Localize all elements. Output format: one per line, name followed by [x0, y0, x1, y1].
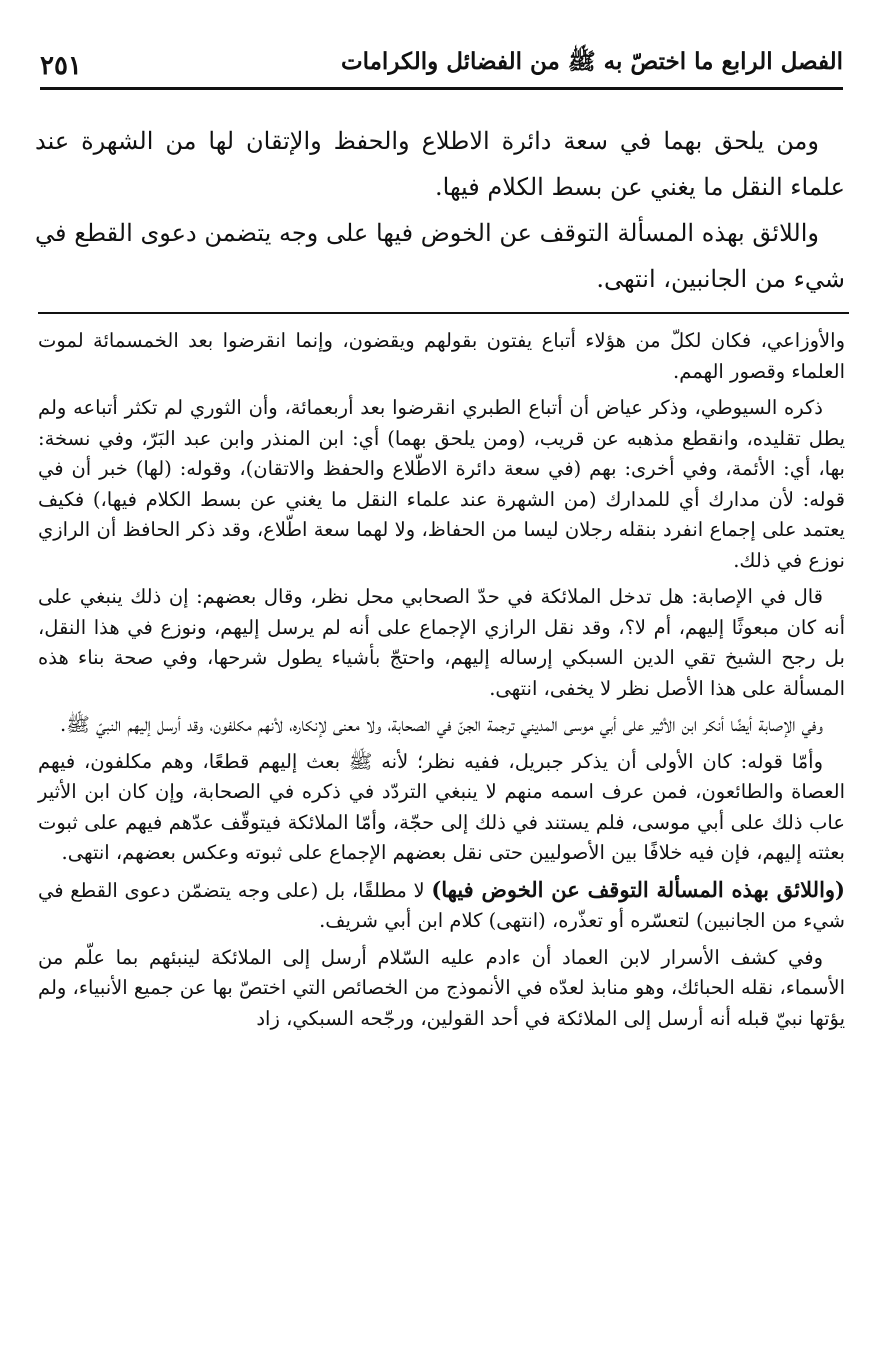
- text-separator-rule: [38, 312, 849, 314]
- main-text: [35, 118, 845, 302]
- page-header: [40, 40, 843, 90]
- commentary-paragraph: ذكره السيوطي، وذكر عياض أن أتباع الطبري انقرضوا بعد أربعمائة، وأن الثوري لم تكثر أتباعه ولم يطل تقليده، وانقطع مذهبه عن قريب، (ومن يلحق بهما) أي: ابن المنذر وابن عبد البَرّ، وفي نسخة: بها، أي: الأئمة، وفي أخرى: بهم (في سعة دائرة الاطّلاع والحفظ والاتقان)، وقوله: (لها) خبر أن في قوله: لأن مدارك أي للمدارك (من الشهرة عند علماء النقل ما يغني عن بسط الكلام فيها،) فكيف يعتمد على إجماع انفرد بنقله رجلان ليسا من الحفاظ، ولا لهما سعة اطّلاع، وقد ذكر الحافظ أن الرازي نوزع في ذلك.: [38, 396, 845, 572]
- main-paragraph: واللائق بهذه المسألة التوقف عن الخوض فيها على وجه يتضمن دعوى القطع في شيء من الجانبين، انتهى.: [35, 219, 845, 293]
- page-number: ٢٥١: [40, 51, 82, 81]
- commentary-paragraph: وأمّا قوله: كان الأولى أن يذكر جبريل، ففيه نظر؛ لأنه ﷺ بعث إليهم قطعًا، وهم مكلفون، فيهم العصاة والطائعون، فمن عرف اسمه منهم لا ينبغي التردّد في ذكره في الصحابة، وإن كان ابن الأثير عاب ذلك على أبي موسى، فلم يستند في ذلك إلى حجّة، وأمّا الملائكة فيتوقّف عدّهم فيهم على ثبوت بعثته إليهم، فإن فيه خلافًا بين الأصوليين حتى نقل بعضهم الإجماع على ثبوته وعكس بعضهم، انتهى.: [38, 749, 845, 864]
- quoted-matn: (واللائق بهذه المسألة التوقف عن الخوض فيها): [431, 876, 845, 902]
- commentary-text: [38, 326, 845, 1040]
- commentary-paragraph: قال في الإصابة: هل تدخل الملائكة في حدّ الصحابي محل نظر، وقال بعضهم: إن ذلك ينبغي على أنه كان مبعوثًا إليهم، أم لا؟، وقد نقل الرازي الإجماع على أنه لم يرسل إليهم، ونوزع في هذا النقل، بل رجح الشيخ تقي الدين السبكي إرساله إليهم، واحتجّ بأشياء يطول شرحها، وفي صحة بناء هذه المسألة على هذا الأصل نظر لا يخفى، انتهى.: [38, 585, 845, 700]
- chapter-title: الفصل الرابع ما اختصّ به ﷺ من الفضائل والكرامات: [340, 48, 843, 75]
- commentary-span: لا مطلقًا، بل (على وجه يتضمّن دعوى القطع في شيء من الجانبين) لتعسّره أو تعذّره، (انتهى) كلام ابن أبي شريف.: [38, 878, 845, 932]
- commentary-paragraph: وفي الإصابة أيضًا أنكر ابن الأثير على أبي موسى المديني ترجمة الجنّ في الصحابة، ولا معنى لإنكاره، لأنهم مكلفون، وقد أرسل إليهم النبيّ ﷺ.: [60, 713, 823, 736]
- commentary-paragraph: وفي كشف الأسرار لابن العماد أن ءادم عليه السّلام أرسل إلى الملائكة لينبئهم بما علّم من الأسماء، نقله الحبائك، وهو منابذ لعدّه في الأنموذج من الخصائص التي اختصّ بها عن جميع الأنبياء، ولم يؤتها نبيّ قبله أنه أرسل إلى الملائكة في أحد القولين، ورجّحه السبكي، زاد: [38, 945, 845, 1030]
- commentary-paragraph: [38, 875, 845, 937]
- commentary-paragraph: والأوزاعي، فكان لكلّ من هؤلاء أتباع يفتون بقولهم ويقضون، وإنما انقرضوا بعد الخمسمائة لموت العلماء وقصور الهمم.: [38, 329, 845, 383]
- main-paragraph: ومن يلحق بهما في سعة دائرة الاطلاع والحفظ والإتقان لها من الشهرة عند علماء النقل ما يغني عن بسط الكلام فيها.: [35, 127, 845, 201]
